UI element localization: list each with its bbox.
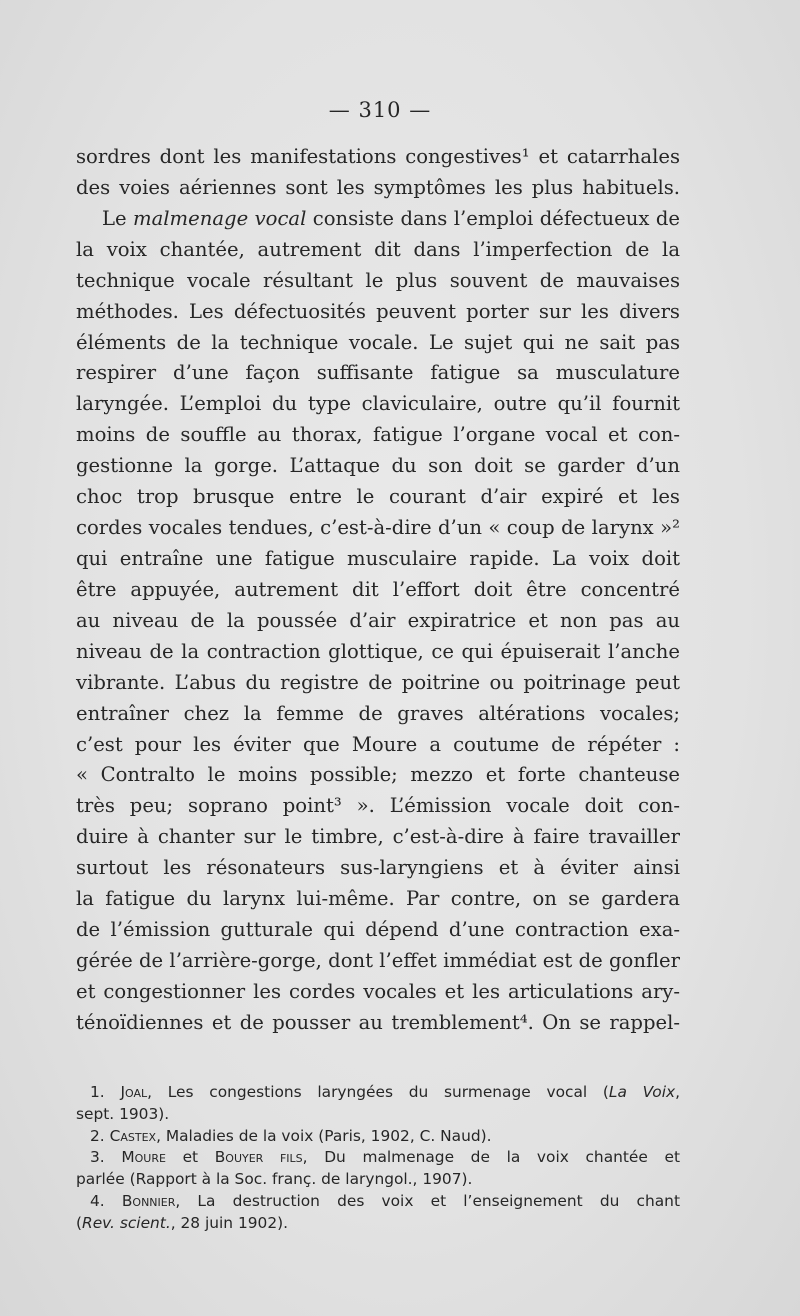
text-line: ténoïdiennes et de pousser au tremblement⁴. On se rappel-	[76, 1010, 680, 1034]
text-line: vibrante. L’abus du registre de poitrine ou poitrinage peut	[76, 670, 680, 694]
text-line: « Contralto le moins possible; mezzo et forte chanteuse	[76, 763, 680, 787]
footnote-3-continued: parlée (Rapport à la Soc. franç. de laryngol., 1907).	[76, 1170, 473, 1189]
footnote-4: 4. Bonnier, La destruction des voix et l’enseignement du chant	[90, 1191, 680, 1210]
page-number: — 310 —	[328, 98, 432, 122]
footnote-author: Castex	[109, 1126, 157, 1145]
footnote-author: Bonnier	[121, 1191, 176, 1210]
text-line: duire à chanter sur le timbre, c’est-à-dire à faire travailler	[76, 825, 680, 849]
text-line: des voies aériennes sont les symptômes les plus habituels.	[76, 175, 680, 199]
text-line: niveau de la contraction glottique, ce qui épuiserait l’anche	[76, 639, 680, 663]
footnote-title: Rev. scient.	[82, 1213, 171, 1232]
footnote-4-continued: (Rev. scient., 28 juin 1902).	[76, 1213, 289, 1232]
text-line: laryngée. L’emploi du type claviculaire, outre qu’il fournit	[76, 392, 680, 416]
footnote-3: 3. Moure et Bouyer fils, Du malmenage de la voix chantée et	[90, 1148, 680, 1167]
text-line: cordes vocales tendues, c’est-à-dire d’un « coup de larynx »²	[76, 516, 680, 540]
text-line: sordres dont les manifestations congestives¹ et catarrhales	[76, 145, 680, 168]
text-line: très peu; soprano point³ ». L’émission vocale doit con-	[76, 794, 680, 818]
text-line: de l’émission gutturale qui dépend d’une contraction exa-	[76, 918, 680, 942]
text-line: entraîner chez la femme de graves altérations vocales;	[76, 701, 680, 725]
text-line: surtout les résonateurs sus-laryngiens et à éviter ainsi	[76, 856, 680, 880]
text-line: la fatigue du larynx lui-même. Par contre, on se gardera	[76, 887, 680, 911]
footnotes	[76, 1082, 680, 1235]
text-line: moins de souffle au thorax, fatigue l’organe vocal et con-	[76, 423, 680, 447]
footnote-title: La Voix	[608, 1083, 676, 1101]
text-line: éléments de la technique vocale. Le sujet qui ne sait pas	[76, 330, 680, 354]
text-line: la voix chantée, autrement dit dans l’imperfection de la	[76, 237, 680, 261]
emphasis-term: malmenage vocal	[133, 206, 307, 230]
text-line: respirer d’une façon suffisante fatigue sa musculature	[76, 361, 680, 385]
footnote-1-continued: sept. 1903).	[76, 1104, 170, 1123]
text-line: méthodes. Les défectuosités peuvent porter sur les divers	[76, 299, 680, 323]
footnote-2: 2. Castex, Maladies de la voix (Paris, 1902, C. Naud).	[90, 1126, 492, 1145]
footnote-author-2: Bouyer fils	[214, 1148, 303, 1167]
footnote-author: Joal	[120, 1083, 148, 1101]
text-line: gestionne la gorge. L’attaque du son doit se garder d’un	[76, 454, 680, 478]
body-text	[76, 142, 680, 1039]
footnote-author: Moure	[121, 1148, 166, 1167]
text-line: gérée de l’arrière-gorge, dont l’effet immédiat est de gonfler	[76, 948, 680, 972]
text-line: être appuyée, autrement dit l’effort doit être concentré	[76, 577, 680, 601]
text-line: et congestionner les cordes vocales et les articulations ary-	[76, 979, 680, 1003]
text-line: c’est pour les éviter que Moure a coutume de répéter :	[76, 732, 680, 756]
text-line: choc trop brusque entre le courant d’air expiré et les	[76, 485, 680, 509]
text-line: qui entraîne une fatigue musculaire rapide. La voix doit	[76, 546, 680, 570]
footnote-1: 1. Joal, Les congestions laryngées du surmenage vocal (La Voix,	[90, 1083, 680, 1101]
text-line: Le malmenage vocal consiste dans l’emploi défectueux de	[102, 206, 680, 230]
text-line: technique vocale résultant le plus souvent de mauvaises	[76, 268, 680, 292]
text-line: au niveau de la poussée d’air expiratrice et non pas au	[76, 608, 680, 632]
